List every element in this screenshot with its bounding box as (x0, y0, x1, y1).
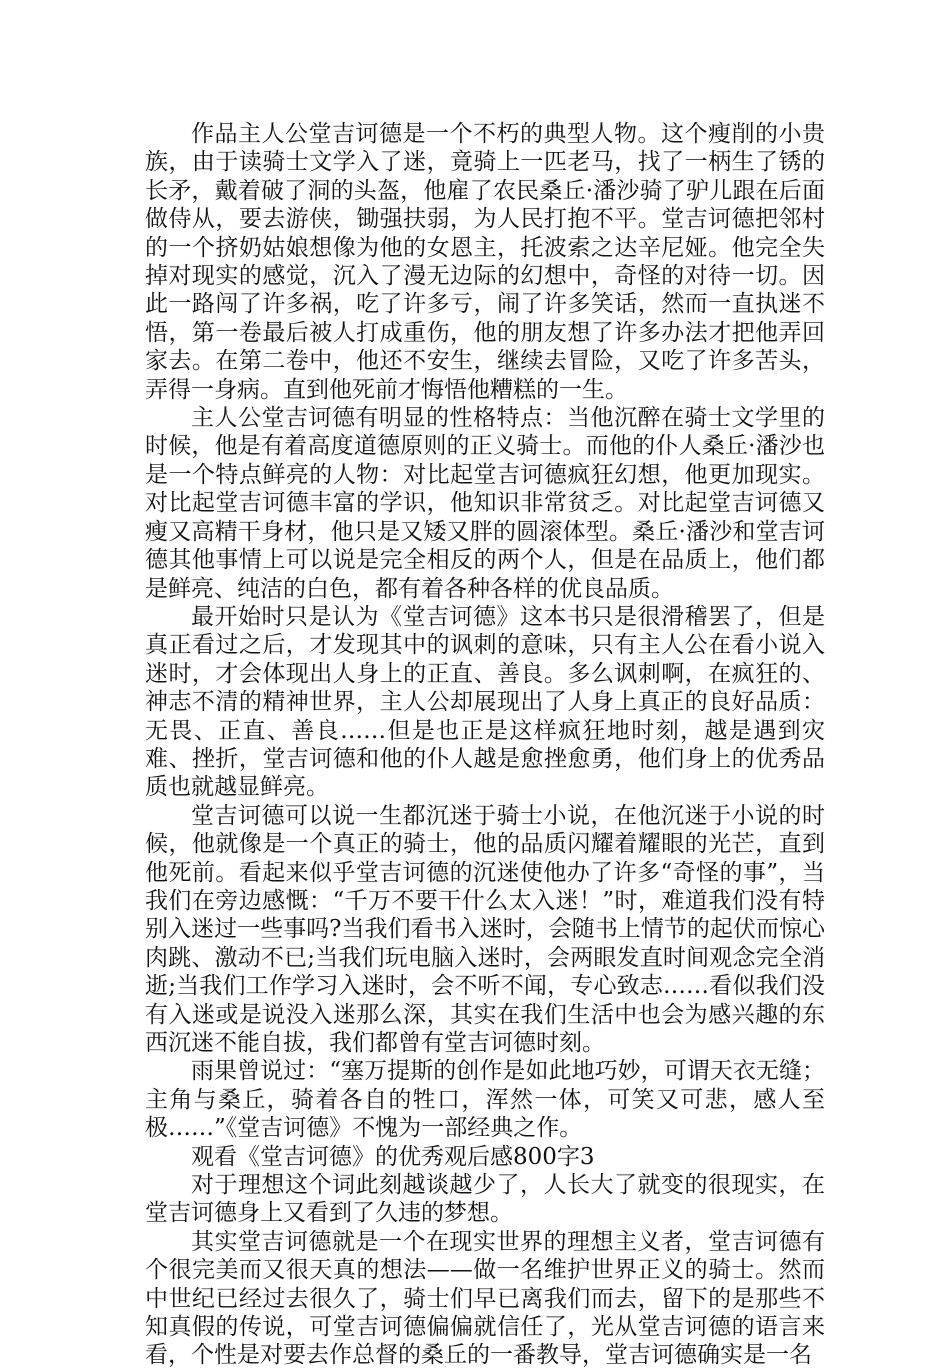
paragraph: 堂吉诃德可以说一生都沉迷于骑士小说，在他沉迷于小说的时候，他就像是一个真正的骑士，他的品质闪耀着耀眼的光芒，直到他死前。看起来似乎堂吉诃德的沉迷使他办了许多“奇怪的事”，当我们在旁边感慨：“千万不要干什么太入迷！”时，难道我们没有特别入迷过一些事吗?当我们看书入迷时，会随书上情节的起伏而惊心肉跳、激动不已;当我们玩电脑入迷时，会两眼发直时间观念完全消逝;当我们工作学习入迷时，会不听不闻，专心致志……看似我们没有入迷或是说没入迷那么深，其实在我们生活中也会为感兴趣的东西沉迷不能自拔，我们都曾有堂吉诃德时刻。 (145, 802, 825, 1056)
paragraph: 主人公堂吉诃德有明显的性格特点：当他沉醉在骑士文学里的时候，他是有着高度道德原则的正义骑士。而他的仆人桑丘·潘沙也是一个特点鲜亮的人物：对比起堂吉诃德疯狂幻想，他更加现实。对比起堂吉诃德丰富的学识，他知识非常贫乏。对比起堂吉诃德又瘦又高精干身材，他只是又矮又胖的圆滚体型。桑丘·潘沙和堂吉诃德其他事情上可以说是完全相反的两个人，但是在品质上，他们都是鲜亮、纯洁的白色，都有着各种各样的优良品质。 (145, 405, 825, 602)
paragraph: 雨果曾说过：“塞万提斯的创作是如此地巧妙，可谓天衣无缝；主角与桑丘，骑着各自的牲口，浑然一体，可笑又可悲，感人至极……”《堂吉诃德》不愧为一部经典之作。 (145, 1058, 825, 1142)
paragraph: 其实堂吉诃德就是一个在现实世界的理想主义者，堂吉诃德有个很完美而又很天真的想法——做一名维护世界正义的骑士。然而中世纪已经过去很久了，骑士们早已离我们而去，留下的是那些不知真假的传说，可堂吉诃德偏偏就信任了，光从堂吉诃德的语言来看，个性是对要去作总督的桑丘的一番教导，堂吉诃德确实是一名 (145, 1228, 825, 1369)
paragraph: 对于理想这个词此刻越谈越少了，人长大了就变的很现实，在堂吉诃德身上又看到了久违的梦想。 (145, 1172, 825, 1227)
paragraph: 最开始时只是认为《堂吉诃德》这本书只是很滑稽罢了，但是真正看过之后，才发现其中的讽刺的意味，只有主人公在看小说入迷时，才会体现出人身上的正直、善良。多么讽刺啊，在疯狂的、神志不清的精神世界，主人公却展现出了人身上真正的良好品质：无畏、正直、善良……但是也正是这样疯狂地时刻，越是遇到灾难、挫折，堂吉诃德和他的仆人越是愈挫愈勇，他们身上的优秀品质也就越显鲜亮。 (145, 603, 825, 801)
document-body (145, 120, 825, 1370)
section-heading: 观看《堂吉诃德》的优秀观后感800字3 (191, 1143, 595, 1170)
paragraph: 作品主人公堂吉诃德是一个不朽的典型人物。这个瘦削的小贵族，由于读骑士文学入了迷，竟骑上一匹老马，找了一柄生了锈的长矛，戴着破了洞的头盔，他雇了农民桑丘·潘沙骑了驴儿跟在后面做侍从，要去游侠，锄强扶弱，为人民打抱不平。堂吉诃德把邻村的一个挤奶姑娘想像为他的女恩主，托波索之达辛尼娅。他完全失掉对现实的感觉，沉入了漫无边际的幻想中，奇怪的对待一切。因此一路闯了许多祸，吃了许多亏，闹了许多笑话，然而一直执迷不悟，第一卷最后被人打成重伤，他的朋友想了许多办法才把他弄回家去。在第二卷中，他还不安生，继续去冒险，又吃了许多苦头，弄得一身病。直到他死前才悔悟他糟糕的一生。 (145, 121, 825, 403)
